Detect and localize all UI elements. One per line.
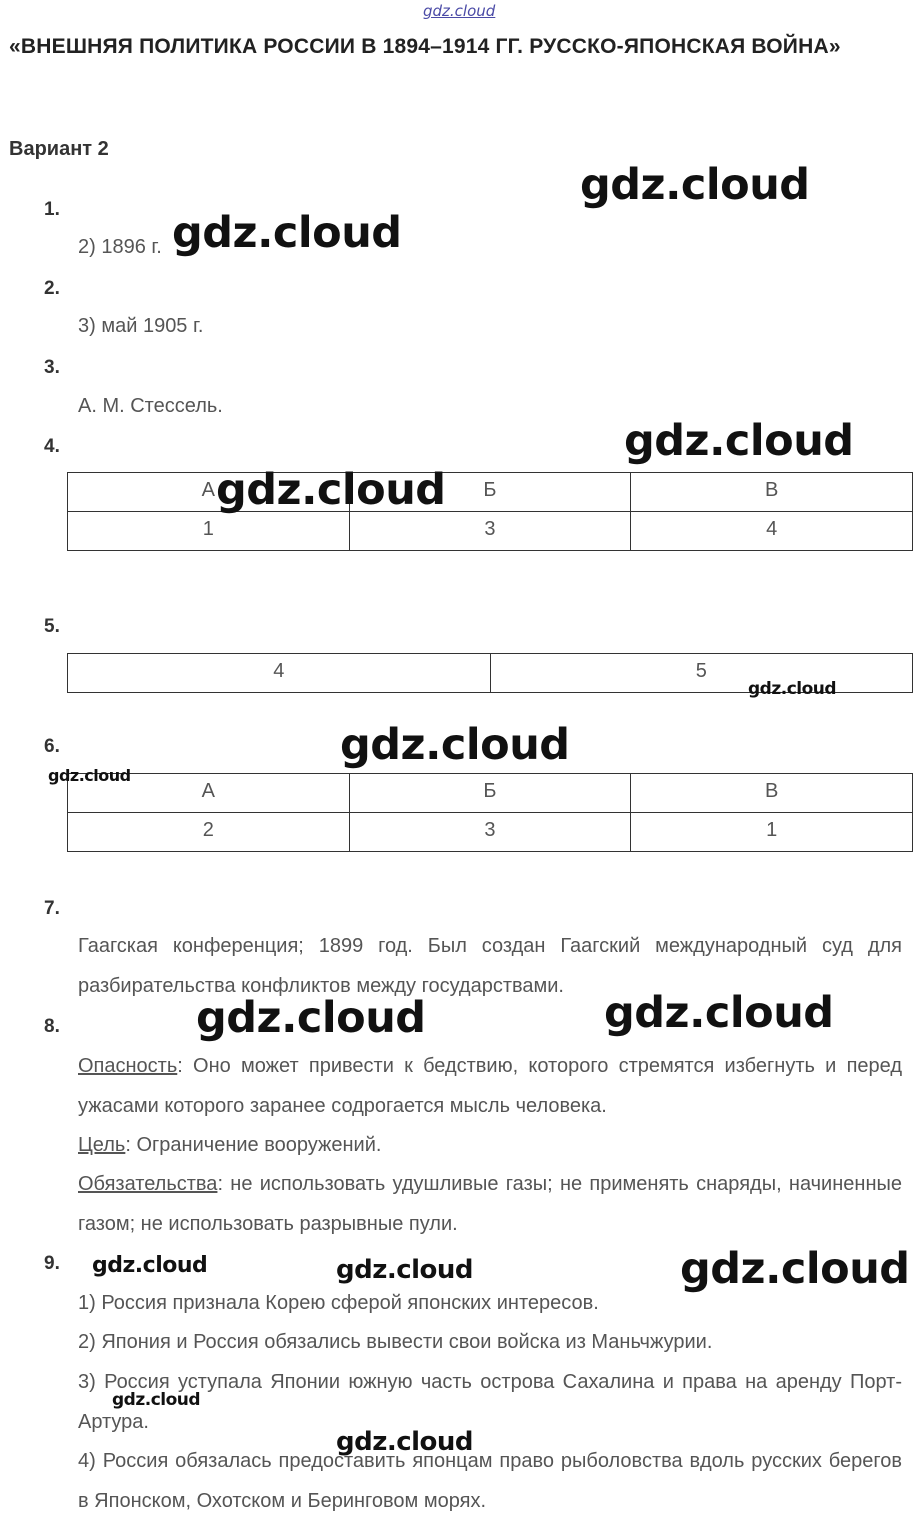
duty-text: : не использовать удушливые газы; не применять снаряды, начиненные газом; не использовать разрывные пули. — [78, 1173, 902, 1235]
list-item: 4) Россия обязалась предоставить японцам право рыболовства вдоль русских берегов в Японском, Охотском и Беринговом морях. — [78, 1450, 902, 1512]
answer-8-duties — [78, 1165, 902, 1244]
watermark: gdz.cloud — [580, 160, 810, 210]
answer-8-goal — [78, 1126, 902, 1166]
table-row — [68, 813, 913, 852]
duty-label: Обязательства — [78, 1173, 218, 1195]
list-item: 2) Япония и Россия обязались вывести свои войска из Маньчжурии. — [78, 1331, 713, 1353]
table-cell: 4 — [631, 512, 913, 551]
table-header-cell: Б — [349, 774, 631, 813]
table-row — [68, 774, 913, 813]
watermark: gdz.cloud — [336, 1427, 474, 1457]
watermark: gdz.cloud — [680, 1244, 910, 1294]
watermark: gdz.cloud — [748, 679, 837, 699]
watermark: gdz.cloud — [196, 993, 426, 1043]
question-number-1: 1. — [44, 199, 60, 220]
question-number-3: 3. — [44, 357, 60, 378]
list-item: 1) Россия признала Корею сферой японских интересов. — [78, 1292, 599, 1314]
table-cell: 3 — [349, 813, 631, 852]
answer-3: А. М. Стессель. — [78, 395, 223, 417]
table-cell: 4 — [68, 654, 491, 693]
question-number-5: 5. — [44, 616, 60, 637]
question-number-6: 6. — [44, 736, 60, 757]
page-title: «ВНЕШНЯЯ ПОЛИТИКА РОССИИ В 1894–1914 ГГ. РУССКО-ЯПОНСКАЯ ВОЙНА» — [9, 35, 841, 58]
watermark: gdz.cloud — [604, 988, 834, 1038]
variant-heading: Вариант 2 — [9, 138, 109, 160]
table-row — [68, 473, 913, 512]
table-header-cell: А — [68, 473, 350, 512]
answer-table-6 — [67, 773, 913, 852]
answer-table-4 — [67, 472, 913, 551]
answer-7: Гаагская конференция; 1899 год. Был создан Гаагский международный суд для разбирательства конфликтов между государствами. — [78, 935, 902, 997]
table-header-cell: А — [68, 774, 350, 813]
question-number-9: 9. — [44, 1253, 60, 1274]
header-watermark-link[interactable]: gdz.cloud — [423, 2, 496, 20]
table-row — [68, 512, 913, 551]
question-number-4: 4. — [44, 436, 60, 457]
watermark: gdz.cloud — [216, 465, 446, 515]
danger-label: Опасность — [78, 1055, 178, 1077]
watermark: gdz.cloud — [336, 1255, 474, 1285]
question-number-8: 8. — [44, 1016, 60, 1037]
table-header-cell: В — [631, 473, 913, 512]
goal-text: : Ограничение вооружений. — [125, 1134, 382, 1156]
answer-8-danger — [78, 1047, 902, 1126]
danger-text: : Оно может привести к бедствию, которого стремятся избегнуть и перед ужасами которого заранее содрогается мысль человека. — [78, 1055, 902, 1117]
watermark: gdz.cloud — [48, 766, 131, 785]
answer-1: 2) 1896 г. — [78, 236, 162, 258]
watermark: gdz.cloud — [340, 720, 570, 770]
table-cell: 1 — [631, 813, 913, 852]
table-header-cell: В — [631, 774, 913, 813]
table-cell: 1 — [68, 512, 350, 551]
watermark: gdz.cloud — [92, 1253, 208, 1278]
table-cell: 5 — [490, 654, 913, 693]
watermark: gdz.cloud — [624, 416, 854, 466]
question-number-7: 7. — [44, 898, 60, 919]
table-cell: 2 — [68, 813, 350, 852]
watermark: gdz.cloud — [172, 208, 402, 258]
watermark: gdz.cloud — [112, 1390, 201, 1410]
table-cell: 3 — [349, 512, 631, 551]
answer-2: 3) май 1905 г. — [78, 315, 204, 337]
table-header-cell: Б — [349, 473, 631, 512]
question-number-2: 2. — [44, 278, 60, 299]
list-item: 3) Россия уступала Японии южную часть острова Сахалина и права на аренду Порт-Артура. — [78, 1371, 902, 1433]
goal-label: Цель — [78, 1134, 126, 1156]
